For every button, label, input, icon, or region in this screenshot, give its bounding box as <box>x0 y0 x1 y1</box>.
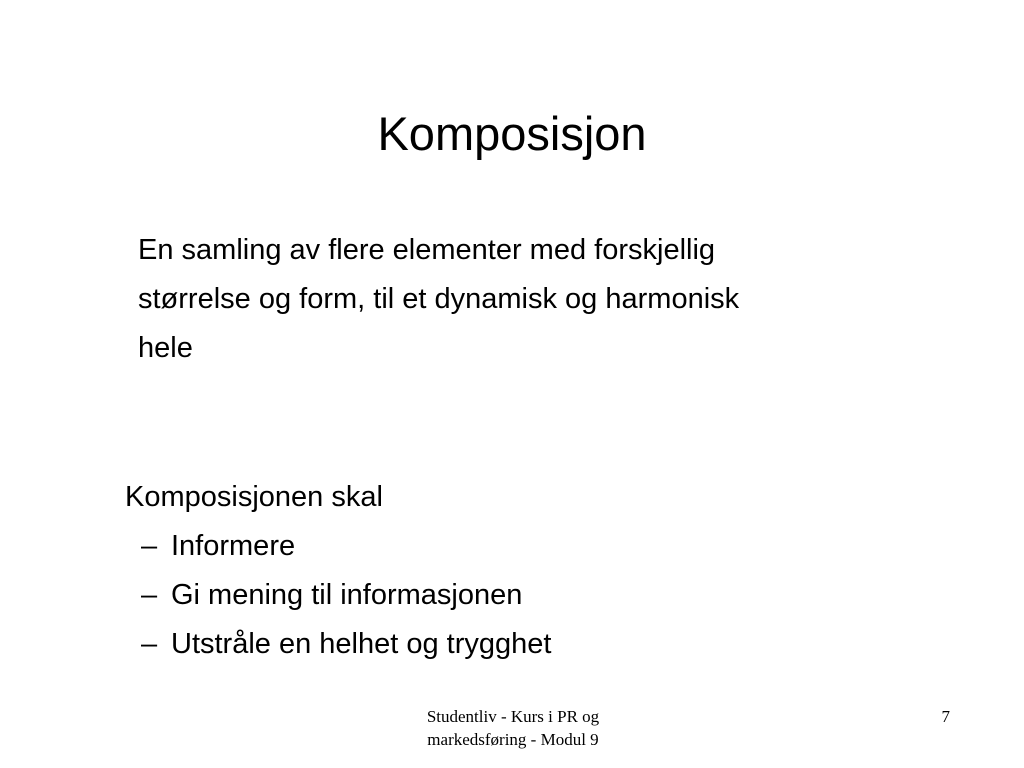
slide-title: Komposisjon <box>377 107 647 160</box>
list-item-label: Gi mening til informasjonen <box>171 579 523 611</box>
definition-text <box>138 226 898 373</box>
dash-bullet: – <box>141 628 158 660</box>
list-item <box>125 522 885 571</box>
footer-line-1: Studentliv - Kurs i PR og <box>426 707 600 726</box>
dash-bullet: – <box>141 579 158 611</box>
bullet-list <box>125 473 885 669</box>
page-number: 7 <box>941 707 950 726</box>
footer-line-2: markedsføring - Modul 9 <box>427 730 599 749</box>
slide-footer <box>380 705 646 751</box>
definition-line-1: En samling av flere elementer med forskjellig <box>138 234 716 266</box>
list-item-label: Utstråle en helhet og trygghet <box>171 628 552 660</box>
list-item <box>125 571 885 620</box>
list-item-label: Informere <box>171 530 296 562</box>
list-item <box>125 620 885 669</box>
definition-line-2: størrelse og form, til et dynamisk og harmonisk <box>138 283 740 315</box>
list-heading: Komposisjonen skal <box>125 481 383 513</box>
definition-line-3: hele <box>138 332 193 364</box>
dash-bullet: – <box>141 530 158 562</box>
